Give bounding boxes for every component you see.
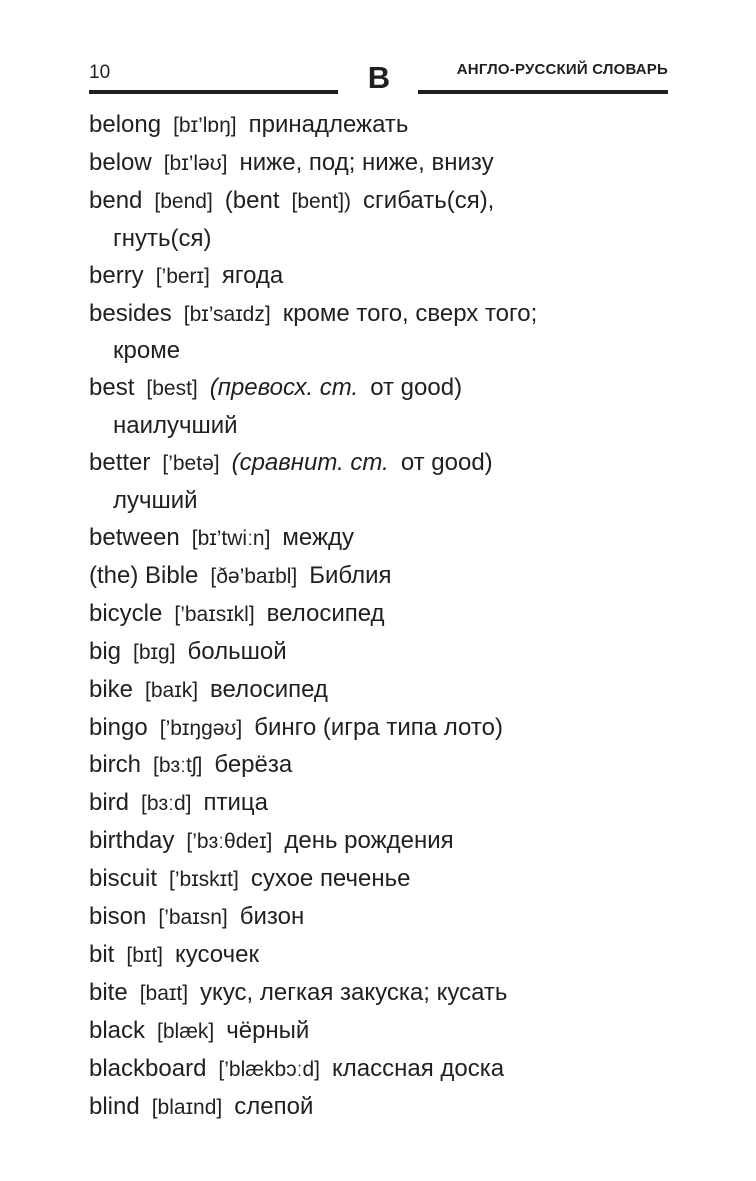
entry-belong: [89, 107, 679, 145]
translation: укус, легкая закуска; кусать: [200, 978, 508, 1006]
translation: берёза: [214, 751, 293, 779]
headword: bend: [89, 186, 143, 214]
headword: bike: [89, 675, 134, 703]
headword: below: [89, 148, 152, 176]
translation: бизон: [239, 903, 305, 931]
translation: сухое печенье: [250, 865, 411, 893]
translation: большой: [187, 637, 287, 665]
entry-best-continuation: [89, 408, 679, 445]
transcription: [bɪg]: [133, 640, 176, 664]
translation: классная доска: [331, 1054, 505, 1082]
entry-bit: [89, 937, 679, 975]
transcription: [bɪ’saɪdz]: [183, 302, 271, 326]
transcription: [blæk]: [157, 1019, 215, 1043]
headword: best: [89, 374, 135, 402]
entry-bend: [89, 183, 679, 221]
translation: сгибать(ся),: [363, 186, 495, 214]
headword: bingo: [89, 713, 148, 741]
headword: belong: [89, 111, 162, 138]
headword: blind: [89, 1092, 140, 1120]
translation: лучший: [113, 487, 198, 515]
grammar-note-rest: от good): [370, 374, 463, 402]
headword: besides: [89, 299, 172, 327]
headword: big: [89, 637, 122, 665]
headword: berry: [89, 261, 144, 289]
headword: blackboard: [89, 1054, 207, 1082]
transcription: [bɪ’lɒŋ]: [173, 114, 237, 137]
translation: ягода: [221, 261, 284, 289]
headword: birthday: [89, 827, 175, 855]
headword: better: [89, 449, 151, 477]
entry-besides: [89, 296, 679, 334]
past-form-transcription: [bent]): [291, 189, 352, 213]
translation: наилучший: [113, 412, 238, 440]
transcription: [bɜːd]: [141, 792, 192, 816]
translation: между: [282, 523, 355, 551]
transcription: [baɪt]: [139, 981, 189, 1005]
entry-berry: [89, 258, 679, 296]
headword: bicycle: [89, 599, 163, 627]
entry-bison: [89, 899, 679, 937]
grammar-note: (превосх. ст.: [209, 374, 359, 402]
transcription: [bend]: [154, 189, 213, 213]
translation: кусочек: [175, 940, 259, 968]
transcription: [bɜːtʃ]: [153, 754, 203, 778]
transcription: [’bɪŋgəʊ]: [159, 716, 243, 740]
grammar-note-rest: от good): [400, 449, 493, 477]
headword: biscuit: [89, 865, 158, 893]
dictionary-entries: [89, 107, 679, 1126]
entry-bingo: [89, 710, 679, 748]
headword: bison: [89, 903, 147, 931]
entry-bend-continuation: [89, 221, 679, 258]
header-rule-right: [418, 90, 668, 94]
entry-better-continuation: [89, 483, 679, 520]
section-letter: B: [367, 60, 391, 95]
transcription: [’bɜːθdeɪ]: [186, 830, 273, 854]
headword: birch: [89, 751, 142, 779]
transcription: [’berɪ]: [155, 264, 210, 288]
entry-bite: [89, 975, 679, 1013]
transcription: [blaɪnd]: [151, 1095, 223, 1119]
transcription: [bɪ’twiːn]: [191, 526, 271, 550]
transcription: [’baɪsɪkl]: [174, 602, 255, 626]
translation: Библия: [309, 561, 392, 589]
headword: (the) Bible: [89, 561, 199, 589]
translation: кроме того, сверх того;: [282, 299, 538, 327]
translation: велосипед: [266, 599, 385, 627]
entry-best: [89, 370, 679, 408]
page-number: 10: [89, 62, 111, 83]
entry-bike: [89, 672, 679, 710]
entry-bicycle: [89, 596, 679, 634]
translation-continuation: гнуть(ся): [113, 224, 212, 252]
translation: птица: [203, 789, 269, 817]
translation: принадлежать: [248, 111, 409, 138]
translation: чёрный: [226, 1016, 310, 1044]
translation: ниже, под; ниже, внизу: [239, 148, 494, 176]
transcription: [bɪt]: [126, 943, 164, 967]
header-rule-left: [89, 90, 338, 94]
translation: велосипед: [210, 675, 328, 703]
transcription: [baɪk]: [145, 678, 199, 702]
transcription: [bɪ’ləʊ]: [163, 151, 228, 175]
entry-besides-continuation: [89, 333, 679, 370]
entry-birthday: [89, 823, 679, 861]
header-title: АНГЛО-РУССКИЙ СЛОВАРЬ: [456, 61, 668, 78]
entry-black: [89, 1013, 679, 1051]
translation: слепой: [234, 1092, 314, 1120]
entry-blackboard: [89, 1051, 679, 1089]
transcription: [’blækbɔːd]: [218, 1057, 320, 1081]
transcription: [best]: [146, 377, 198, 401]
transcription: [ðə’baɪbl]: [210, 564, 298, 588]
entry-biscuit: [89, 861, 679, 899]
entry-big: [89, 634, 679, 672]
entry-birch: [89, 747, 679, 785]
translation-continuation: кроме: [113, 337, 181, 365]
entry-bible: [89, 558, 679, 596]
translation: бинго (игра типа лото): [254, 713, 503, 741]
entry-blind: [89, 1089, 679, 1127]
entry-bird: [89, 785, 679, 823]
headword: bit: [89, 940, 115, 968]
transcription: [’baɪsn]: [158, 906, 228, 930]
past-form: (bent: [224, 186, 280, 214]
entry-between: [89, 520, 679, 558]
headword: between: [89, 523, 180, 551]
headword: bite: [89, 978, 128, 1006]
translation: день рождения: [284, 827, 454, 855]
headword: bird: [89, 789, 130, 817]
headword: black: [89, 1016, 146, 1044]
entry-better: [89, 445, 679, 483]
transcription: [’bɪskɪt]: [169, 868, 239, 892]
entry-below: [89, 145, 679, 183]
grammar-note: (сравнит. ст.: [231, 449, 389, 477]
transcription: [’betə]: [162, 452, 220, 476]
